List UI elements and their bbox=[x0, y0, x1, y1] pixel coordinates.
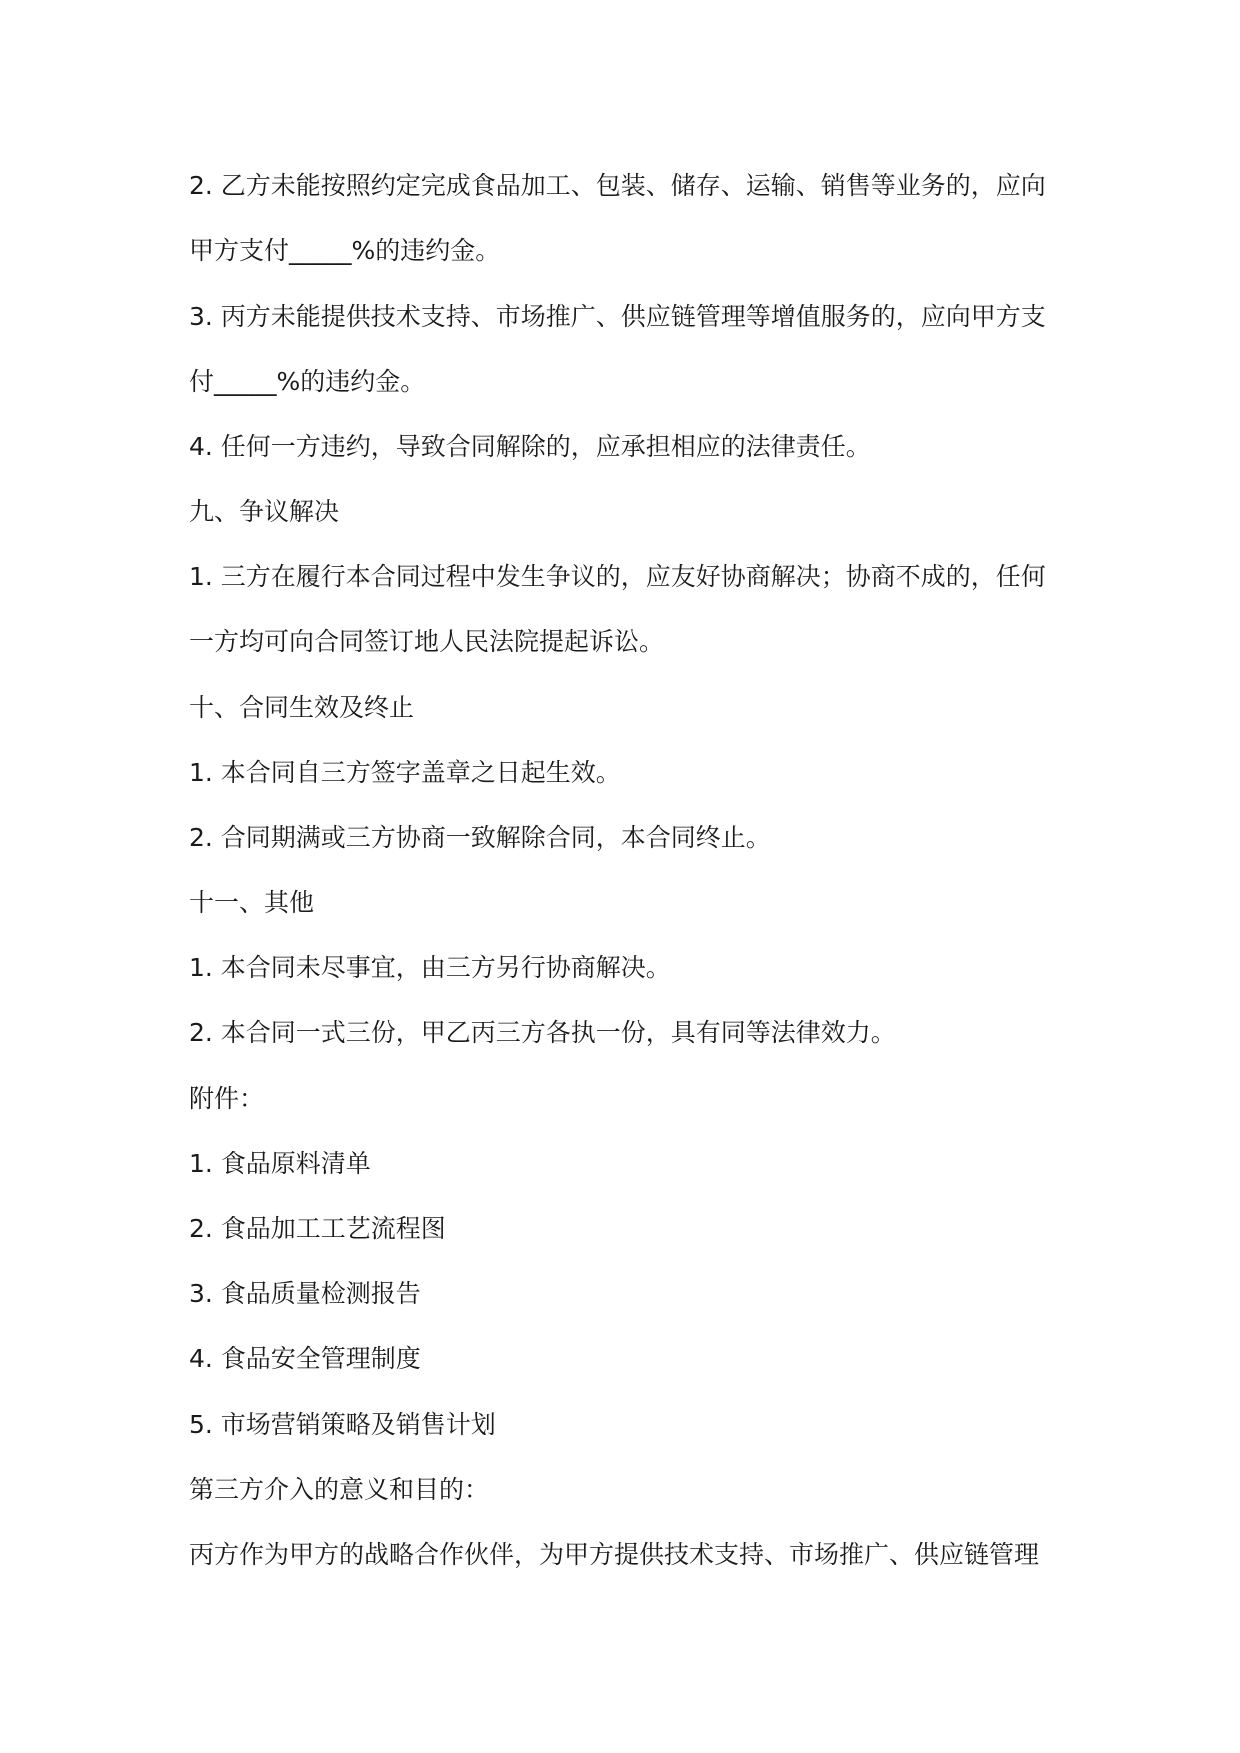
section-11-heading: 十一、其他 bbox=[189, 888, 315, 917]
clause-8-2-line-2: 甲方支付_____%的违约金。 bbox=[189, 236, 501, 265]
clause-10-2: 2. 合同期满或三方协商一致解除合同，本合同终止。 bbox=[189, 823, 771, 852]
clause-8-2-line-1: 2. 乙方未能按照约定完成食品加工、包装、储存、运输、销售等业务的，应向 bbox=[189, 171, 1046, 200]
clause-9-1-line-1: 1. 三方在履行本合同过程中发生争议的，应友好协商解决；协商不成的，任何 bbox=[189, 562, 1046, 591]
clause-10-1: 1. 本合同自三方签字盖章之日起生效。 bbox=[189, 758, 621, 787]
clause-8-3-line-1: 3. 丙方未能提供技术支持、市场推广、供应链管理等增值服务的，应向甲方支 bbox=[189, 302, 1046, 331]
clause-8-3-line-2: 付_____%的违约金。 bbox=[189, 367, 426, 396]
attachment-item-5: 5. 市场营销策略及销售计划 bbox=[189, 1410, 496, 1439]
clause-11-2: 2. 本合同一式三份，甲乙丙三方各执一份，具有同等法律效力。 bbox=[189, 1018, 896, 1047]
attachment-item-2: 2. 食品加工工艺流程图 bbox=[189, 1214, 446, 1243]
clause-8-4: 4. 任何一方违约，导致合同解除的，应承担相应的法律责任。 bbox=[189, 432, 871, 461]
attachment-item-4: 4. 食品安全管理制度 bbox=[189, 1344, 421, 1373]
clause-9-1-line-2: 一方均可向合同签订地人民法院提起诉讼。 bbox=[189, 627, 665, 656]
attachment-item-3: 3. 食品质量检测报告 bbox=[189, 1279, 421, 1308]
attachments-heading: 附件： bbox=[189, 1084, 265, 1113]
section-10-heading: 十、合同生效及终止 bbox=[189, 693, 415, 722]
clause-11-1: 1. 本合同未尽事宜，由三方另行协商解决。 bbox=[189, 953, 671, 982]
attachment-item-1: 1. 食品原料清单 bbox=[189, 1149, 371, 1178]
third-party-heading: 第三方介入的意义和目的： bbox=[189, 1475, 490, 1504]
third-party-paragraph-line-1: 丙方作为甲方的战略合作伙伴，为甲方提供技术支持、市场推广、供应链管理 bbox=[189, 1540, 1040, 1569]
section-9-heading: 九、争议解决 bbox=[189, 497, 340, 526]
